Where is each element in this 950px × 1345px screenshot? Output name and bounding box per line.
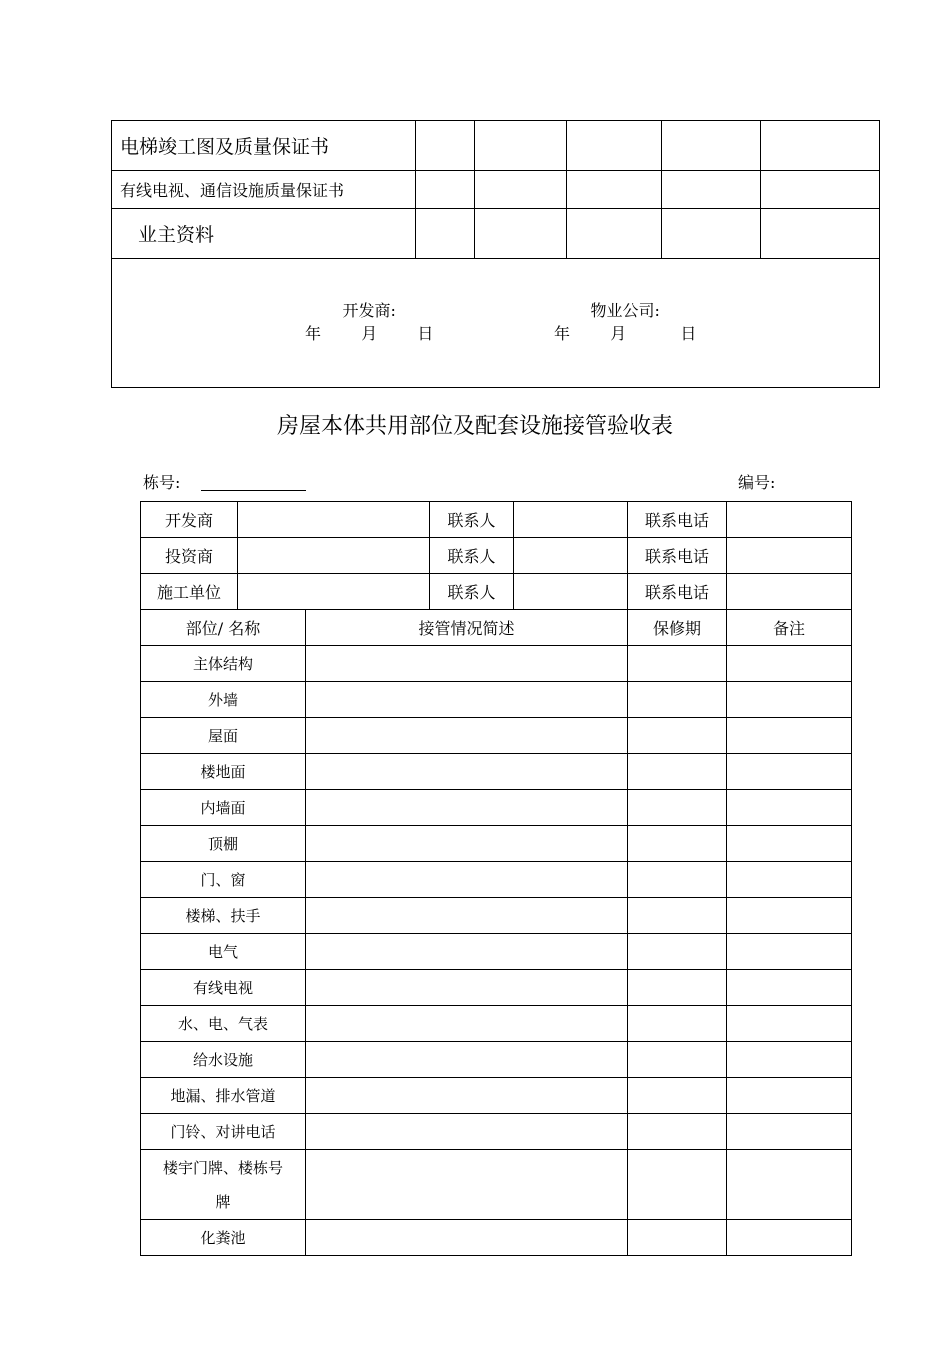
part-name: 门、窗 <box>141 862 306 898</box>
part-name: 楼宇门牌、楼栋号 牌 <box>141 1150 306 1220</box>
warranty-field[interactable] <box>628 862 727 898</box>
table-row <box>141 898 852 934</box>
remarks-field[interactable] <box>727 1150 852 1220</box>
remarks-field[interactable] <box>727 1114 852 1150</box>
blank-cell <box>567 171 662 209</box>
description-field[interactable] <box>306 1220 628 1256</box>
party-name-field[interactable] <box>238 538 430 574</box>
warranty-field[interactable] <box>628 1220 727 1256</box>
table-row <box>141 1150 852 1220</box>
developer-signature <box>305 299 433 345</box>
table-row <box>141 754 852 790</box>
description-field[interactable] <box>306 898 628 934</box>
part-name: 顶棚 <box>141 826 306 862</box>
year-label: 年 <box>554 324 571 343</box>
table-row <box>141 934 852 970</box>
document-row <box>112 171 880 209</box>
item-rows <box>141 646 852 1256</box>
remarks-field[interactable] <box>727 826 852 862</box>
warranty-field[interactable] <box>628 1078 727 1114</box>
building-number-label: 栋号: <box>143 473 181 492</box>
remarks-field[interactable] <box>727 862 852 898</box>
part-name: 楼地面 <box>141 754 306 790</box>
blank-cell <box>416 171 475 209</box>
description-field[interactable] <box>306 1114 628 1150</box>
party-role: 开发商 <box>141 502 238 538</box>
blank-cell <box>567 121 662 171</box>
blank-cell <box>662 121 761 171</box>
property-date <box>554 322 696 345</box>
phone-field[interactable] <box>727 502 852 538</box>
contact-label: 联系人 <box>430 538 514 574</box>
blank-cell <box>761 209 880 259</box>
part-name: 给水设施 <box>141 1042 306 1078</box>
table-row <box>141 1006 852 1042</box>
blank-cell <box>761 121 880 171</box>
blank-cell <box>761 171 880 209</box>
month-label: 月 <box>610 324 627 343</box>
part-name: 内墙面 <box>141 790 306 826</box>
part-name: 门铃、对讲电话 <box>141 1114 306 1150</box>
party-name-field[interactable] <box>238 574 430 610</box>
party-row <box>141 502 852 538</box>
day-label: 日 <box>680 324 697 343</box>
description-field[interactable] <box>306 754 628 790</box>
blank-cell <box>475 209 567 259</box>
table-row <box>141 1114 852 1150</box>
remarks-field[interactable] <box>727 790 852 826</box>
warranty-field[interactable] <box>628 1150 727 1220</box>
description-field[interactable] <box>306 718 628 754</box>
form-title: 房屋本体共用部位及配套设施接管验收表 <box>276 414 673 439</box>
contact-label: 联系人 <box>430 502 514 538</box>
blank-cell <box>416 209 475 259</box>
phone-field[interactable] <box>727 538 852 574</box>
description-field[interactable] <box>306 934 628 970</box>
part-name: 屋面 <box>141 718 306 754</box>
description-field[interactable] <box>306 1150 628 1220</box>
blank-cell <box>475 171 567 209</box>
part-name: 化粪池 <box>141 1220 306 1256</box>
header-description: 接管情况简述 <box>306 610 628 646</box>
developer-date <box>305 322 433 345</box>
year-label: 年 <box>305 324 322 343</box>
handover-documents-table <box>111 120 880 388</box>
warranty-field[interactable] <box>628 1042 727 1078</box>
warranty-field[interactable] <box>628 682 727 718</box>
part-name: 水、电、气表 <box>141 1006 306 1042</box>
header-part-name: 部位/ 名称 <box>141 610 306 646</box>
part-name: 主体结构 <box>141 646 306 682</box>
remarks-field[interactable] <box>727 718 852 754</box>
remarks-field[interactable] <box>727 970 852 1006</box>
part-name: 地漏、排水管道 <box>141 1078 306 1114</box>
warranty-field[interactable] <box>628 898 727 934</box>
phone-field[interactable] <box>727 574 852 610</box>
table-row <box>141 790 852 826</box>
phone-label: 联系电话 <box>628 538 727 574</box>
day-label: 日 <box>417 324 434 343</box>
contact-label: 联系人 <box>430 574 514 610</box>
contact-field[interactable] <box>514 502 628 538</box>
month-label: 月 <box>361 324 378 343</box>
document-name: 电梯竣工图及质量保证书 <box>112 121 416 171</box>
description-field[interactable] <box>306 1006 628 1042</box>
part-name: 电气 <box>141 934 306 970</box>
warranty-field[interactable] <box>628 790 727 826</box>
description-field[interactable] <box>306 790 628 826</box>
remarks-field[interactable] <box>727 1078 852 1114</box>
signature-cell <box>112 259 880 388</box>
header-remarks: 备注 <box>727 610 852 646</box>
table-row <box>141 826 852 862</box>
remarks-field[interactable] <box>727 1042 852 1078</box>
warranty-field[interactable] <box>628 934 727 970</box>
remarks-field[interactable] <box>727 646 852 682</box>
description-field[interactable] <box>306 682 628 718</box>
part-name: 有线电视 <box>141 970 306 1006</box>
table-row <box>141 1078 852 1114</box>
table-row <box>141 682 852 718</box>
contact-field[interactable] <box>514 574 628 610</box>
warranty-field[interactable] <box>628 1114 727 1150</box>
party-row <box>141 574 852 610</box>
property-signature <box>554 299 696 345</box>
property-label: 物业公司: <box>590 301 660 320</box>
description-field[interactable] <box>306 1042 628 1078</box>
description-field[interactable] <box>306 970 628 1006</box>
remarks-field[interactable] <box>727 934 852 970</box>
party-row <box>141 538 852 574</box>
document-row <box>112 209 880 259</box>
contact-field[interactable] <box>514 538 628 574</box>
warranty-field[interactable] <box>628 754 727 790</box>
table-row <box>141 1220 852 1256</box>
description-field[interactable] <box>306 646 628 682</box>
warranty-field[interactable] <box>628 718 727 754</box>
blank-cell <box>662 209 761 259</box>
table-row <box>141 862 852 898</box>
blank-cell <box>662 171 761 209</box>
table-row <box>141 1042 852 1078</box>
acceptance-table <box>140 501 852 1256</box>
table-row <box>141 646 852 682</box>
blank-cell <box>475 121 567 171</box>
document-name: 业主资料 <box>112 209 416 259</box>
party-role: 施工单位 <box>141 574 238 610</box>
description-field[interactable] <box>306 826 628 862</box>
part-name: 楼梯、扶手 <box>141 898 306 934</box>
developer-label: 开发商: <box>342 301 396 320</box>
table-row <box>141 718 852 754</box>
blank-cell <box>416 121 475 171</box>
party-name-field[interactable] <box>238 502 430 538</box>
phone-label: 联系电话 <box>628 502 727 538</box>
description-field[interactable] <box>306 862 628 898</box>
signature-row <box>112 259 880 388</box>
table-header-row <box>141 610 852 646</box>
remarks-field[interactable] <box>727 898 852 934</box>
remarks-field[interactable] <box>727 682 852 718</box>
phone-label: 联系电话 <box>628 574 727 610</box>
form-number-label: 编号: <box>738 473 776 492</box>
document-row <box>112 121 880 171</box>
header-warranty: 保修期 <box>628 610 727 646</box>
description-field[interactable] <box>306 1078 628 1114</box>
remarks-field[interactable] <box>727 1006 852 1042</box>
document-name: 有线电视、通信设施质量保证书 <box>112 171 416 209</box>
party-role: 投资商 <box>141 538 238 574</box>
warranty-field[interactable] <box>628 646 727 682</box>
remarks-field[interactable] <box>727 754 852 790</box>
remarks-field[interactable] <box>727 1220 852 1256</box>
table-row <box>141 970 852 1006</box>
blank-cell <box>567 209 662 259</box>
warranty-field[interactable] <box>628 1006 727 1042</box>
part-name: 外墙 <box>141 682 306 718</box>
warranty-field[interactable] <box>628 826 727 862</box>
warranty-field[interactable] <box>628 970 727 1006</box>
building-number-field[interactable] <box>201 490 306 491</box>
